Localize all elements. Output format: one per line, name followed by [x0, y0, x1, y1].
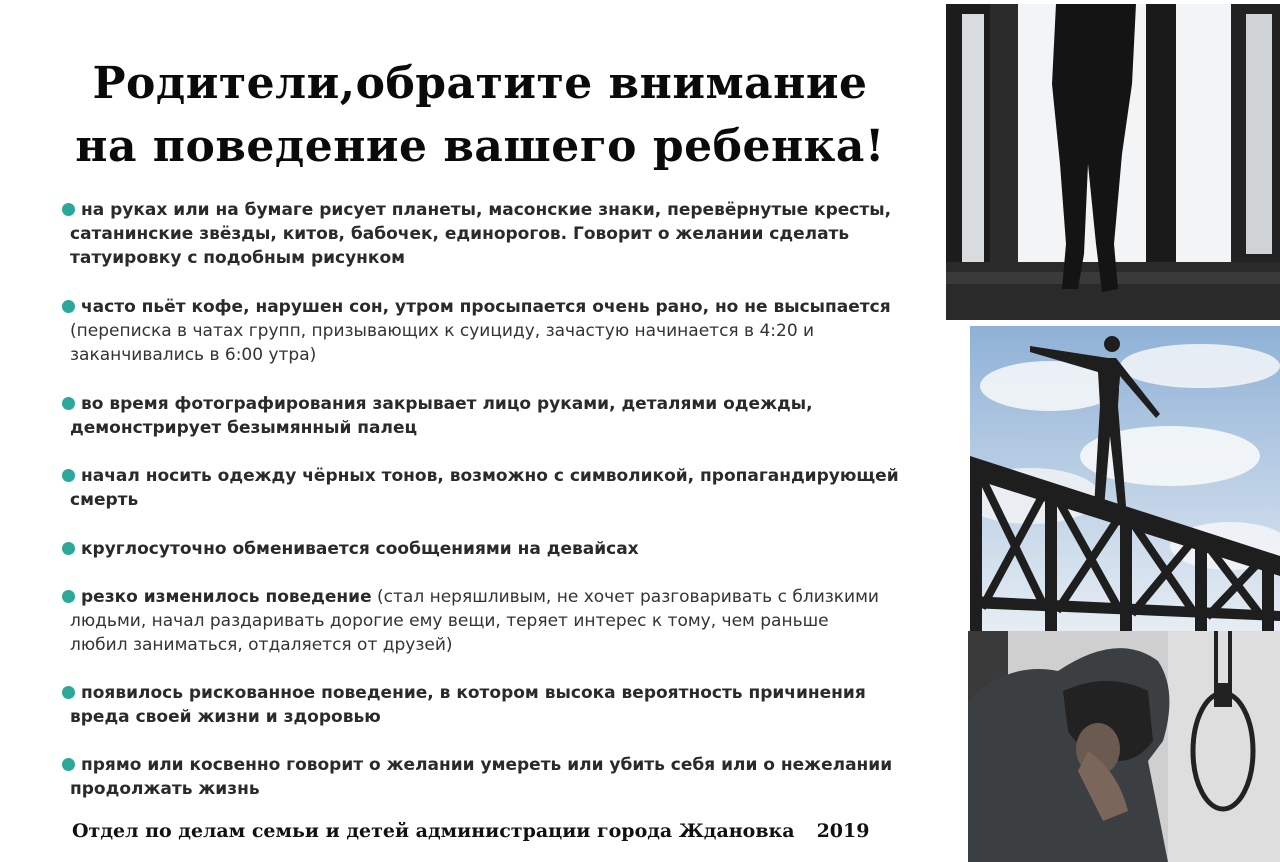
- bullet-icon: [62, 203, 75, 216]
- list-item: на руках или на бумаге рисует планеты, масонские знаки, перевёрнутые кресты, сатанинские звёзды, китов, бабочек, единорогов. Говорит о желании сделать татуировку с подобным рисунком: [62, 198, 891, 270]
- bullet-icon: [62, 686, 75, 699]
- footer: [72, 820, 869, 842]
- page-title: [30, 52, 930, 178]
- list-item: начал носить одежду чёрных тонов, возможно с символикой, пропагандирующей смерть: [62, 464, 899, 512]
- bullet-icon: [62, 542, 75, 555]
- bridge-railing-silhouette-photo: [970, 326, 1280, 631]
- title-line-2: на поведение вашего ребенка!: [75, 121, 885, 172]
- list-item: круглосуточно обменивается сообщениями на девайсах: [62, 537, 639, 561]
- hooded-person-noose-photo: [968, 631, 1280, 862]
- list-item: прямо или косвенно говорит о желании умереть или убить себя или о нежелании продолжать жизнь: [62, 753, 892, 801]
- list-item: во время фотографирования закрывает лицо руками, деталями одежды, демонстрирует безымянный палец: [62, 392, 813, 440]
- title-line-1: Родители,обратите внимание: [92, 58, 868, 109]
- bullet-icon: [62, 300, 75, 313]
- footer-org: Отдел по делам семьи и детей администрации города Ждановка: [72, 820, 795, 842]
- list-item: появилось рискованное поведение, в котором высока вероятность причинения вреда своей жизни и здоровью: [62, 681, 866, 729]
- bullet-icon: [62, 469, 75, 482]
- window-silhouette-photo: [946, 4, 1280, 320]
- bullet-icon: [62, 397, 75, 410]
- footer-year: 2019: [816, 820, 870, 842]
- list-item: резко изменилось поведение (стал неряшливым, не хочет разговаривать с близкими людьми, начал раздаривать дорогие ему вещи, теряет интерес к тому, чем раньше любил заниматься, отдаляется от друзей): [62, 585, 879, 657]
- list-item: часто пьёт кофе, нарушен сон, утром просыпается очень рано, но не высыпается (переписка в чатах групп, призывающих к суициду, зачастую начинается в 4:20 и заканчивались в 6:00 утра): [62, 295, 891, 367]
- bullet-icon: [62, 758, 75, 771]
- bullet-icon: [62, 590, 75, 603]
